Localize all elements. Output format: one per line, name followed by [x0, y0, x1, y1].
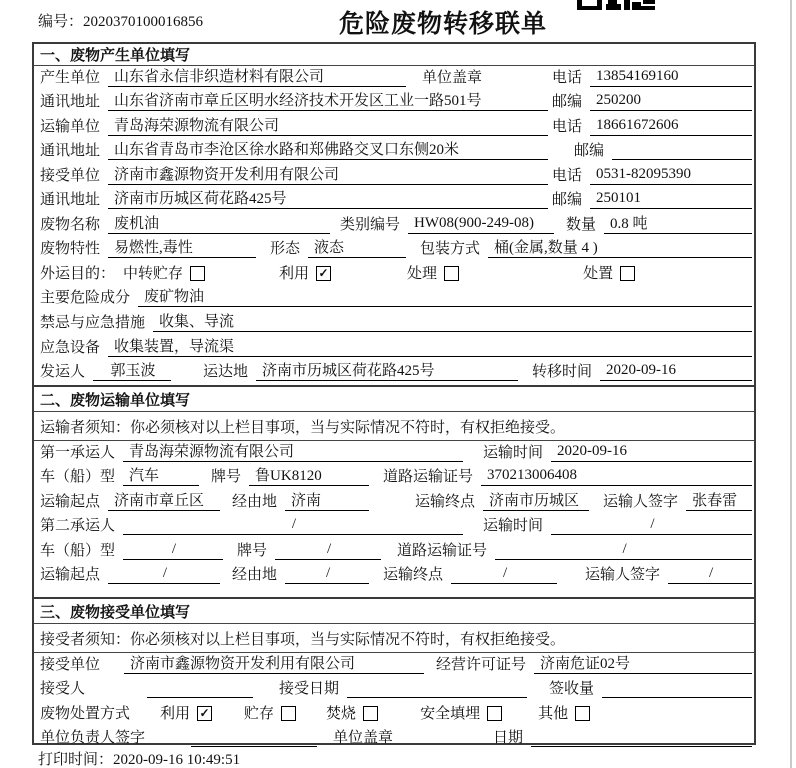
shipper-label: 发运人 [40, 364, 86, 381]
end1-label: 运输终点 [415, 493, 476, 510]
receiver-value: 济南市鑫源物资开发利用有限公司 [108, 163, 548, 185]
qr-code-icon [577, 0, 655, 10]
receiver-label: 接受单位 [40, 167, 101, 184]
unit-label: 接受单位 [40, 656, 101, 673]
option-label: 处置 [583, 265, 614, 282]
dest-value: 济南市历城区荷花路425号 [256, 359, 518, 381]
via1-value: 济南 [285, 489, 369, 511]
serial-number [38, 10, 203, 31]
disposal-option-landfill [420, 702, 502, 723]
unit-seal-label: 单位盖章 [333, 730, 394, 747]
purpose-option-use [279, 262, 331, 283]
receive-date-label: 接受日期 [279, 681, 340, 698]
waste-character-row [34, 238, 754, 263]
leader-sign-label: 单位负责人签字 [40, 730, 146, 747]
producer-value: 山东省永信非织造材料有限公司 [108, 65, 406, 87]
producer-label: 产生单位 [40, 69, 101, 86]
disposal-method-row [34, 702, 754, 727]
packing-value: 桶(金属,数量 4 ) [488, 236, 752, 258]
producer-address-row [34, 91, 754, 116]
manifest-table [32, 42, 756, 745]
vehicle1-label: 车（船）型 [40, 469, 116, 486]
producer-zip-value: 250200 [590, 92, 752, 111]
page-edge-line [790, 0, 792, 768]
plate2-value: / [275, 541, 381, 560]
origin2-label: 运输起点 [40, 567, 101, 584]
disposal-option-other [538, 702, 590, 723]
route1-row [34, 490, 754, 515]
option-label: 安全填埋 [420, 705, 481, 722]
character-label: 废物特性 [40, 241, 101, 258]
vehicle1-row [34, 466, 754, 491]
shipper-row [34, 361, 754, 386]
carrier2-row [34, 515, 754, 540]
producer-row [34, 66, 754, 91]
equipment-value: 收集装置，导流渠 [108, 335, 752, 357]
section-receiver-header: 三、废物接受单位填写 [34, 599, 754, 624]
leader-sign-value [191, 728, 317, 747]
vehicle1-value: 汽车 [123, 464, 199, 486]
receiver-address-value: 济南市历城区荷花路425号 [108, 187, 548, 209]
carrier2-value: / [123, 516, 463, 535]
purpose-option-treat [407, 262, 459, 283]
serial-value: 2020370100016856 [83, 14, 204, 30]
zip-label: 邮编 [573, 143, 604, 160]
waste-name-value: 废机油 [108, 212, 330, 234]
purpose-row [34, 262, 754, 287]
receiver-notice: 接受者须知：你必须核对以上栏目事项，当与实际情况不符时，有权拒绝接受。 [34, 624, 754, 653]
plate2-label: 牌号 [237, 542, 268, 559]
time1-label: 运输时间 [483, 444, 544, 461]
sign1-label: 运输人签字 [603, 493, 679, 510]
shipper-value: 郭玉波 [93, 359, 171, 381]
via2-value: / [285, 565, 369, 584]
checkbox-icon: ✓ [316, 266, 331, 281]
vehicle2-label: 车（船）型 [40, 542, 116, 559]
address-label: 通讯地址 [40, 143, 101, 160]
disposal-option-incinerate [326, 702, 378, 723]
option-label: 焚烧 [326, 705, 357, 722]
via1-label: 经由地 [232, 493, 278, 510]
address-label: 通讯地址 [40, 94, 101, 111]
transporter-row [34, 115, 754, 140]
receiving-person-row [34, 678, 754, 703]
time2-label: 运输时间 [483, 518, 544, 535]
section-producer-header: 一、废物产生单位填写 [34, 44, 754, 66]
checkbox-icon [575, 706, 590, 721]
print-time [38, 748, 240, 768]
seal-date-value [531, 728, 752, 747]
license-label: 经营许可证号 [436, 656, 527, 673]
option-label: 利用 [160, 705, 191, 722]
origin1-value: 济南市章丘区 [108, 489, 220, 511]
checkbox-icon [620, 266, 635, 281]
transporter-value: 青岛海荣源物流有限公司 [108, 114, 548, 136]
end2-value: / [451, 565, 557, 584]
vehicle2-value: / [123, 541, 223, 560]
plate1-label: 牌号 [211, 469, 242, 486]
zip-label: 邮编 [551, 192, 582, 209]
print-time-value: 2020-09-16 10:49:51 [113, 752, 241, 768]
sign2-value: / [668, 565, 752, 584]
end2-label: 运输终点 [383, 567, 444, 584]
producer-phone-value: 13854169160 [590, 68, 752, 87]
purpose-label: 外运目的： [40, 265, 116, 282]
carrier1-value: 青岛海荣源物流有限公司 [123, 440, 463, 462]
option-label: 中转贮存 [123, 265, 184, 282]
sign2-label: 运输人签字 [585, 567, 661, 584]
checkbox-icon: ✓ [197, 706, 212, 721]
transporter-label: 运输单位 [40, 118, 101, 135]
receiver-address-row [34, 189, 754, 214]
end1-value: 济南市历城区 [483, 489, 589, 511]
option-label: 处理 [407, 265, 438, 282]
waste-name-row [34, 213, 754, 238]
transporter-phone-value: 18661672606 [590, 117, 752, 136]
component-label: 主要危险成分 [40, 290, 131, 307]
receive-date-value [347, 679, 527, 698]
zip-label: 邮编 [551, 94, 582, 111]
packing-label: 包装方式 [420, 241, 481, 258]
disposal-option-use [160, 702, 212, 723]
person-value [147, 679, 253, 698]
vehicle2-row [34, 539, 754, 564]
form-value: 液态 [308, 236, 406, 258]
serial-label: 编号： [38, 14, 84, 30]
waste-name-label: 废物名称 [40, 216, 101, 233]
main-component-row [34, 287, 754, 312]
category-label: 类别编号 [340, 216, 401, 233]
origin2-value: / [108, 565, 220, 584]
component-value: 废矿物油 [138, 285, 752, 307]
transfer-time-value: 2020-09-16 [600, 362, 752, 381]
amount-label: 签收量 [549, 681, 595, 698]
producer-address-value: 山东省济南市章丘区明水经济技术开发区工业一路501号 [108, 89, 548, 111]
receiver-phone-value: 0531-82095390 [590, 166, 752, 185]
license-value: 济南危证02号 [534, 652, 752, 674]
checkbox-icon [487, 706, 502, 721]
date-label: 日期 [493, 730, 524, 747]
amount-value [602, 679, 752, 698]
qty-label: 数量 [566, 216, 597, 233]
transfer-time-label: 转移时间 [532, 364, 593, 381]
time1-value: 2020-09-16 [551, 443, 752, 462]
origin1-label: 运输起点 [40, 493, 101, 510]
checkbox-icon [363, 706, 378, 721]
character-value: 易燃性,毒性 [108, 236, 256, 258]
transporter-zip-value [612, 141, 752, 160]
category-value: HW08(900-249-08) [408, 215, 554, 234]
purpose-option-dispose [583, 262, 635, 283]
carrier1-label: 第一承运人 [40, 444, 116, 461]
checkbox-icon [281, 706, 296, 721]
plate1-value: 鲁UK8120 [249, 464, 369, 486]
transporter-address-value: 山东省青岛市李沧区徐水路和郑佛路交叉口东侧20米 [108, 138, 548, 160]
taboo-label: 禁忌与应急措施 [40, 315, 146, 332]
emergency-equipment-row [34, 336, 754, 361]
phone-label: 电话 [551, 69, 582, 86]
road1-label: 道路运输证号 [383, 469, 474, 486]
carrier1-row [34, 441, 754, 466]
receiver-row [34, 164, 754, 189]
disposal-option-store [244, 702, 296, 723]
carrier2-label: 第二承运人 [40, 518, 116, 535]
sign1-value: 张春雷 [686, 489, 752, 511]
via2-label: 经由地 [232, 567, 278, 584]
checkbox-icon [444, 266, 459, 281]
taboo-value: 收集、导流 [153, 310, 752, 332]
form-label: 形态 [270, 241, 301, 258]
option-label: 利用 [279, 265, 310, 282]
road1-value: 370213006408 [481, 467, 752, 486]
phone-label: 电话 [551, 118, 582, 135]
receiving-unit-row [34, 653, 754, 678]
section-producer [34, 44, 754, 385]
person-label: 接受人 [40, 681, 86, 698]
equipment-label: 应急设备 [40, 339, 101, 356]
taboo-row [34, 311, 754, 336]
time2-value: / [551, 516, 752, 535]
option-label: 贮存 [244, 705, 275, 722]
seal-label: 单位盖章 [422, 69, 483, 86]
road2-label: 道路运输证号 [397, 542, 488, 559]
option-label: 其他 [538, 705, 569, 722]
page-title: 危险废物转移联单 [338, 11, 548, 38]
dest-label: 运达地 [203, 364, 249, 381]
transport-notice: 运输者须知：你必须核对以上栏目事项，当与实际情况不符时，有权拒绝接受。 [34, 412, 754, 441]
section-transport [34, 385, 754, 597]
receiver-zip-value: 250101 [590, 190, 752, 209]
unit-value: 济南市鑫源物资开发利用有限公司 [124, 652, 424, 674]
print-time-label: 打印时间： [38, 752, 114, 768]
qty-value: 0.8 吨 [604, 212, 752, 234]
phone-label: 电话 [551, 167, 582, 184]
checkbox-icon [190, 266, 205, 281]
road2-value: / [495, 541, 752, 560]
route2-row [34, 564, 754, 589]
section-transport-header: 二、废物运输单位填写 [34, 387, 754, 412]
transporter-address-row [34, 140, 754, 165]
disposal-label: 废物处置方式 [40, 705, 131, 722]
purpose-option-storage [123, 262, 205, 283]
address-label: 通讯地址 [40, 192, 101, 209]
section-receiver [34, 597, 754, 751]
